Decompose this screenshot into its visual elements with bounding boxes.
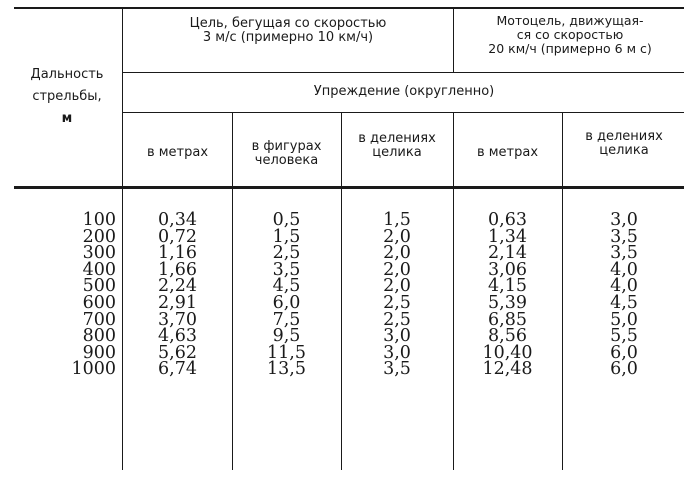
cell-moto-m: 4,15 (488, 276, 527, 297)
cell-runner-fig: 13,5 (267, 359, 306, 380)
cell-runner-div: 1,5 (383, 210, 411, 230)
divider-range (122, 8, 123, 470)
cell-range: 600 (82, 292, 116, 313)
cell-runner-m: 4,63 (158, 326, 197, 347)
runner-group-line2: 3 м/с (примерно 10 км/ч) (202, 30, 374, 45)
range-header (14, 64, 120, 130)
subheader-runner-div: в делениях целика (358, 131, 436, 160)
cell-range: 800 (82, 326, 116, 347)
cell-moto-div: 4,0 (610, 259, 638, 280)
cell-moto-m: 1,34 (488, 226, 527, 247)
moto-group-line2: ся со скоростью (516, 27, 624, 42)
cell-runner-fig: 11,5 (267, 342, 306, 363)
moto-group-line3: 20 км/ч (примерно 6 м с) (488, 41, 652, 56)
cell-moto-div: 3,0 (610, 210, 638, 230)
cell-moto-div: 4,0 (610, 276, 638, 297)
cell-range: 1000 (71, 359, 116, 380)
cell-moto-div: 6,0 (610, 342, 638, 363)
cell-range: 100 (82, 210, 116, 230)
range-header-line3: м (61, 111, 73, 126)
moto-div-column (563, 212, 685, 378)
cell-runner-div: 2,0 (383, 243, 411, 264)
cell-moto-m: 3,06 (488, 259, 527, 280)
cell-runner-div: 2,0 (383, 276, 411, 297)
moto-group-line1: Мотоцель, движущая- (496, 13, 644, 28)
cell-moto-m: 2,14 (488, 243, 527, 264)
subheader-runner-m: в метрах (146, 145, 209, 160)
cell-range: 500 (82, 276, 116, 297)
runner-m-column (124, 212, 231, 378)
cell-moto-m: 8,56 (488, 326, 527, 347)
cell-moto-div: 5,0 (610, 309, 638, 330)
cell-runner-fig: 2,5 (272, 243, 301, 264)
cell-range: 700 (82, 309, 116, 330)
cell-runner-div: 2,0 (383, 259, 411, 280)
cell-runner-div: 3,0 (383, 326, 411, 347)
cell-runner-div: 2,0 (383, 226, 411, 247)
cell-runner-fig: 3,5 (272, 259, 301, 280)
cell-range: 300 (82, 243, 116, 264)
cell-runner-fig: 0,5 (272, 210, 301, 230)
range-column (36, 212, 116, 378)
cell-runner-div: 2,5 (383, 309, 411, 330)
subheader-runner-fig: в фигурах человека (251, 139, 322, 168)
cell-moto-m: 10,40 (482, 342, 533, 363)
lead-rule (122, 112, 684, 113)
cell-runner-m: 1,16 (158, 243, 197, 264)
divider-groups (453, 8, 454, 73)
cell-range: 400 (82, 259, 116, 280)
moto-group-header (455, 14, 685, 56)
cell-moto-m: 5,39 (488, 292, 527, 313)
runner-div-column (342, 212, 452, 378)
runner-group-line1: Цель, бегущая со скоростью (189, 16, 387, 31)
cell-runner-m: 6,74 (158, 359, 197, 380)
cell-runner-m: 3,70 (158, 309, 197, 330)
cell-range: 900 (82, 342, 116, 363)
cell-runner-div: 3,5 (383, 359, 411, 380)
subheader-moto-m: в метрах (476, 145, 539, 160)
cell-moto-m: 12,48 (482, 359, 533, 380)
cell-runner-m: 1,66 (158, 259, 197, 280)
cell-range: 200 (82, 226, 116, 247)
cell-runner-m: 2,91 (158, 292, 197, 313)
top-rule (14, 7, 684, 9)
range-header-line1: Дальность (30, 67, 104, 82)
group-rule (122, 72, 684, 73)
cell-moto-m: 6,85 (488, 309, 527, 330)
cell-moto-div: 6,0 (610, 359, 638, 380)
cell-moto-div: 4,5 (610, 292, 638, 313)
cell-runner-div: 3,0 (383, 342, 411, 363)
header-bottom-rule (14, 186, 684, 189)
cell-runner-m: 2,24 (158, 276, 197, 297)
cell-runner-fig: 4,5 (272, 276, 301, 297)
cell-runner-fig: 7,5 (272, 309, 301, 330)
cell-moto-div: 3,5 (610, 243, 638, 264)
cell-moto-div: 5,5 (610, 326, 638, 347)
lead-header: Упреждение (округленно) (313, 84, 495, 99)
cell-runner-m: 0,34 (158, 210, 197, 230)
cell-runner-m: 0,72 (158, 226, 197, 247)
cell-moto-div: 3,5 (610, 226, 638, 247)
range-header-line2: стрельбы, (32, 89, 102, 104)
moto-m-column (454, 212, 561, 378)
cell-moto-m: 0,63 (488, 210, 527, 230)
subheader-moto-div: в делениях целика (585, 129, 663, 158)
cell-runner-fig: 1,5 (272, 226, 301, 247)
runner-fig-column (233, 212, 340, 378)
runner-group-header (124, 17, 452, 45)
cell-runner-fig: 6,0 (272, 292, 301, 313)
cell-runner-div: 2,5 (383, 292, 411, 313)
cell-runner-m: 5,62 (158, 342, 197, 363)
cell-runner-fig: 9,5 (272, 326, 301, 347)
